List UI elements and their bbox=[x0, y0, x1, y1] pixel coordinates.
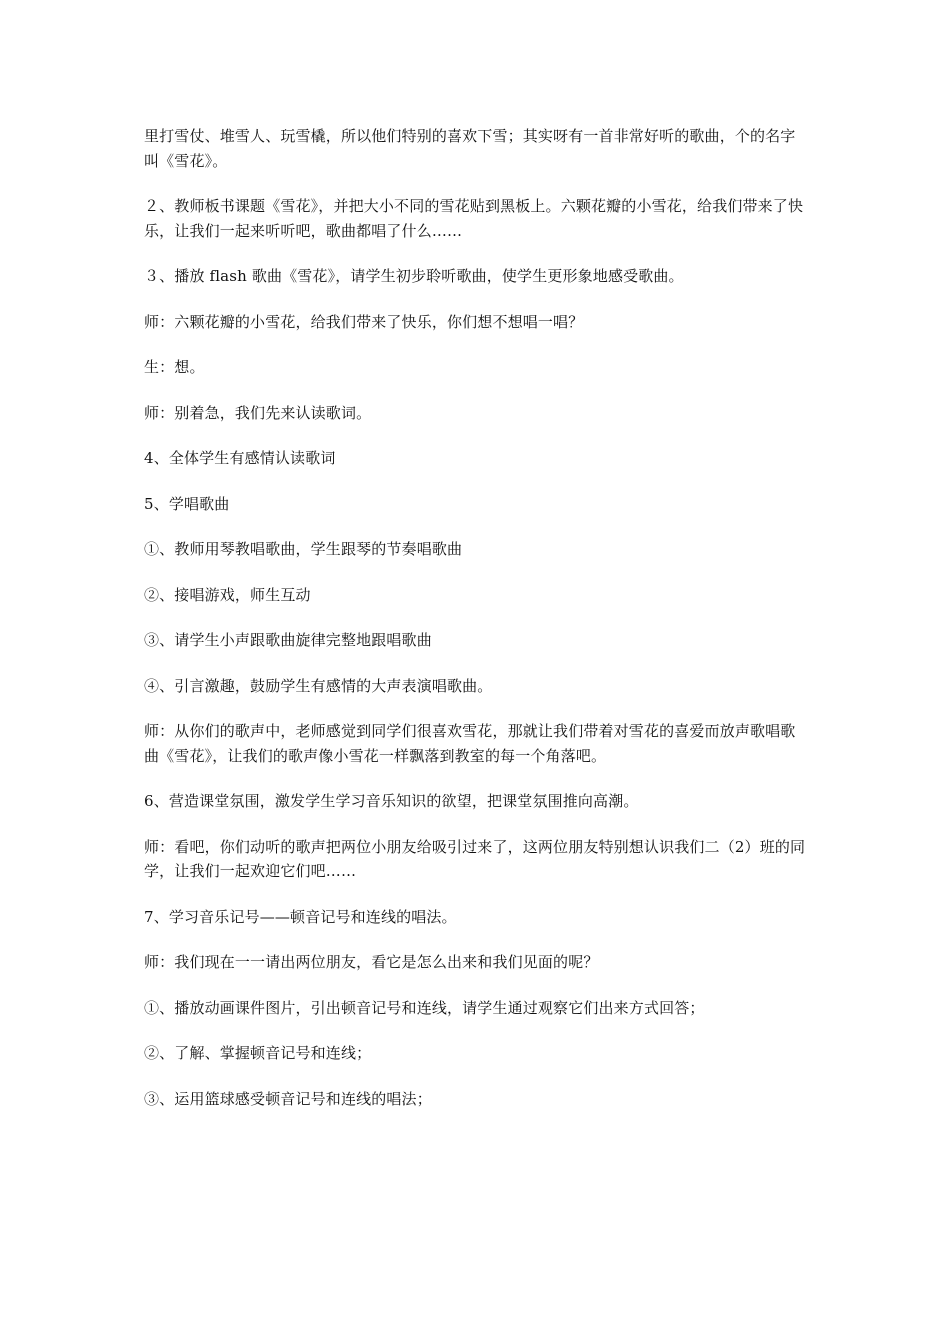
paragraph-step-3: ３、播放 flash 歌曲《雪花》，请学生初步聆听歌曲，使学生更形象地感受歌曲。 bbox=[144, 267, 684, 285]
paragraph-teacher-question: 师：六颗花瓣的小雪花，给我们带来了快乐，你们想不想唱一唱？ bbox=[144, 312, 584, 331]
paragraph-substep-2: ②、接唱游戏，师生互动 bbox=[144, 585, 311, 604]
paragraph-intro-continuation: 里打雪仗、堆雪人、玩雪橇，所以他们特别的喜欢下雪；其实呀有一首非常好听的歌曲，个的名字叫《雪花》。 bbox=[144, 127, 796, 170]
paragraph-teacher-friends: 师：看吧，你们动听的歌声把两位小朋友给吸引过来了，这两位朋友特别想认识我们二（2）班的同学，让我们一起欢迎它们吧…… bbox=[144, 837, 806, 880]
paragraph-substep-1: ①、教师用琴教唱歌曲，学生跟琴的节奏唱歌曲 bbox=[144, 540, 463, 558]
paragraph-step-6: 6、营造课堂氛围，激发学生学习音乐知识的欲望，把课堂氛围推向高潮。 bbox=[144, 792, 639, 810]
paragraph-substep-3: ③、请学生小声跟歌曲旋律完整地跟唱歌曲 bbox=[144, 631, 432, 649]
paragraph-step-2: ２、教师板书课题《雪花》，并把大小不同的雪花贴到黑板上。六颗花瓣的小雪花，给我们带来了快乐，让我们一起来听听吧，歌曲都唱了什么…… bbox=[144, 197, 804, 240]
paragraph-substep-4: ④、引言激趣，鼓励学生有感情的大声表演唱歌曲。 bbox=[144, 676, 493, 695]
document-body bbox=[144, 124, 808, 1132]
paragraph-substep-7-2: ②、了解、掌握顿音记号和连线； bbox=[144, 1044, 372, 1062]
paragraph-substep-7-1: ①、播放动画课件图片，引出顿音记号和连线，请学生通过观察它们出来方式回答； bbox=[144, 998, 705, 1017]
paragraph-teacher-sing: 师：从你们的歌声中，老师感觉到同学们很喜欢雪花，那就让我们带着对雪花的喜爱而放声歌唱歌曲《雪花》，让我们的歌声像小雪花一样飘落到教室的每一个角落吧。 bbox=[144, 722, 796, 765]
paragraph-teacher-read-lyrics: 师：别着急，我们先来认读歌词。 bbox=[144, 403, 372, 422]
paragraph-step-4: 4、全体学生有感情认读歌词 bbox=[144, 449, 336, 467]
paragraph-student-answer: 生：想。 bbox=[144, 358, 205, 376]
paragraph-step-5: 5、学唱歌曲 bbox=[144, 494, 230, 513]
paragraph-teacher-introduce: 师：我们现在一一请出两位朋友，看它是怎么出来和我们见面的呢？ bbox=[144, 953, 599, 971]
paragraph-substep-7-3: ③、运用篮球感受顿音记号和连线的唱法； bbox=[144, 1089, 432, 1108]
paragraph-step-7: 7、学习音乐记号——顿音记号和连线的唱法。 bbox=[144, 907, 457, 926]
